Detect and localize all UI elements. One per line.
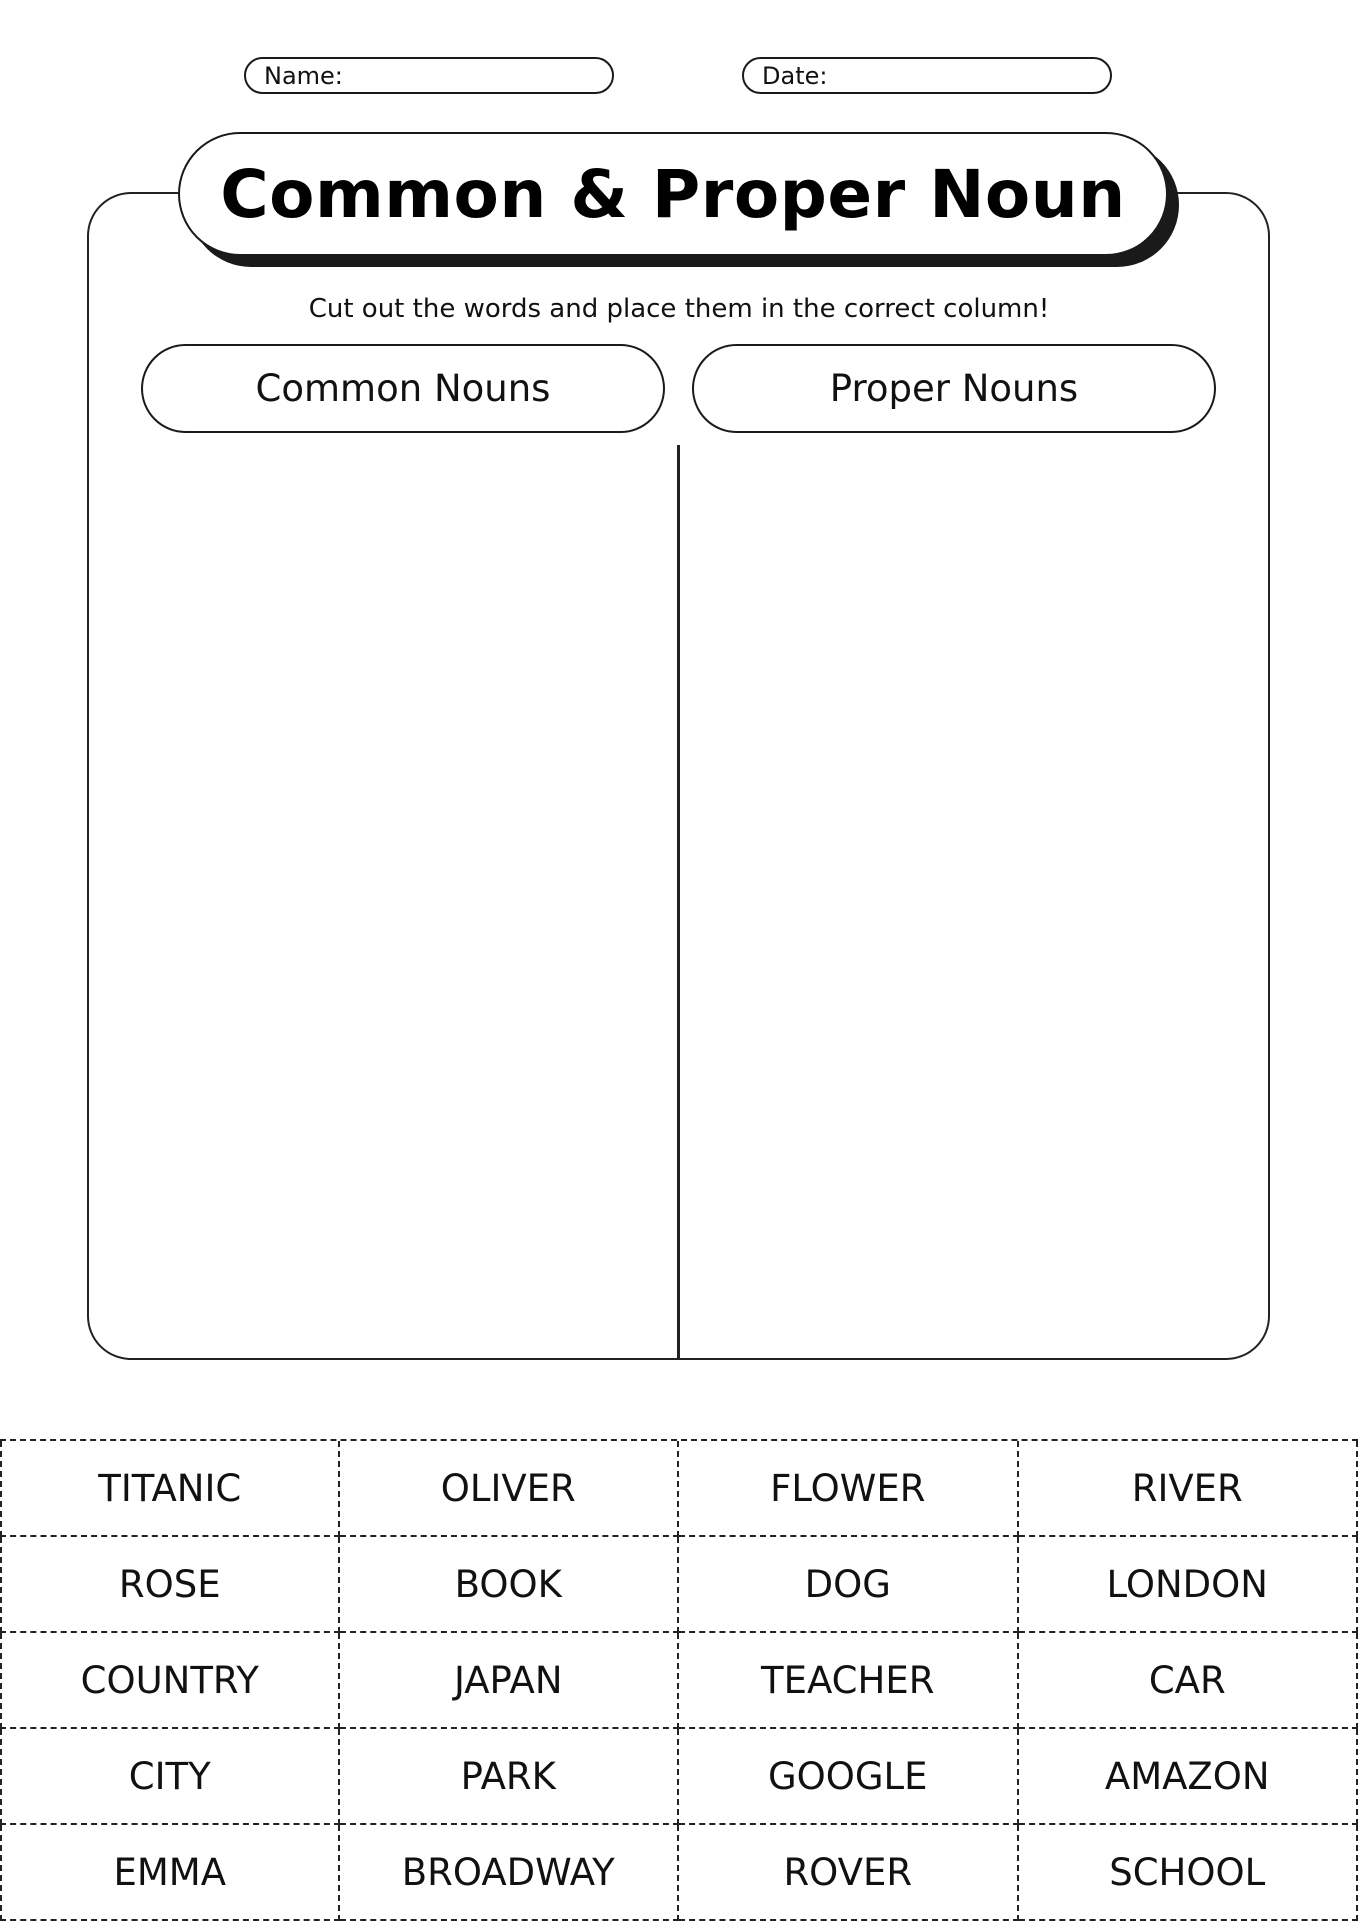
word-card[interactable]: EMMA <box>0 1825 340 1921</box>
proper-nouns-header: Proper Nouns <box>692 344 1216 433</box>
word-card[interactable]: AMAZON <box>1019 1729 1358 1825</box>
instructions-text: Cut out the words and place them in the correct column! <box>0 294 1358 324</box>
title-banner <box>178 132 1168 256</box>
word-card[interactable]: JAPAN <box>340 1633 680 1729</box>
word-card[interactable]: BROADWAY <box>340 1825 680 1921</box>
word-card[interactable]: FLOWER <box>679 1441 1019 1537</box>
column-divider <box>677 445 680 1359</box>
word-card[interactable]: TEACHER <box>679 1633 1019 1729</box>
word-card[interactable]: PARK <box>340 1729 680 1825</box>
word-card[interactable]: DOG <box>679 1537 1019 1633</box>
word-card[interactable]: COUNTRY <box>0 1633 340 1729</box>
word-card[interactable]: CITY <box>0 1729 340 1825</box>
word-card[interactable]: RIVER <box>1019 1441 1358 1537</box>
word-card[interactable]: ROVER <box>679 1825 1019 1921</box>
common-nouns-header: Common Nouns <box>141 344 665 433</box>
date-field[interactable] <box>742 57 1112 94</box>
word-card[interactable]: GOOGLE <box>679 1729 1019 1825</box>
word-cards-grid <box>0 1439 1358 1920</box>
word-card[interactable]: BOOK <box>340 1537 680 1633</box>
name-label: Name: <box>264 62 343 90</box>
word-card[interactable]: CAR <box>1019 1633 1358 1729</box>
date-label: Date: <box>762 62 827 90</box>
word-card[interactable]: TITANIC <box>0 1441 340 1537</box>
word-card[interactable]: ROSE <box>0 1537 340 1633</box>
worksheet-title: Common & Proper Noun <box>220 156 1126 233</box>
word-card[interactable]: LONDON <box>1019 1537 1358 1633</box>
word-card[interactable]: OLIVER <box>340 1441 680 1537</box>
word-card[interactable]: SCHOOL <box>1019 1825 1358 1921</box>
name-field[interactable] <box>244 57 614 94</box>
